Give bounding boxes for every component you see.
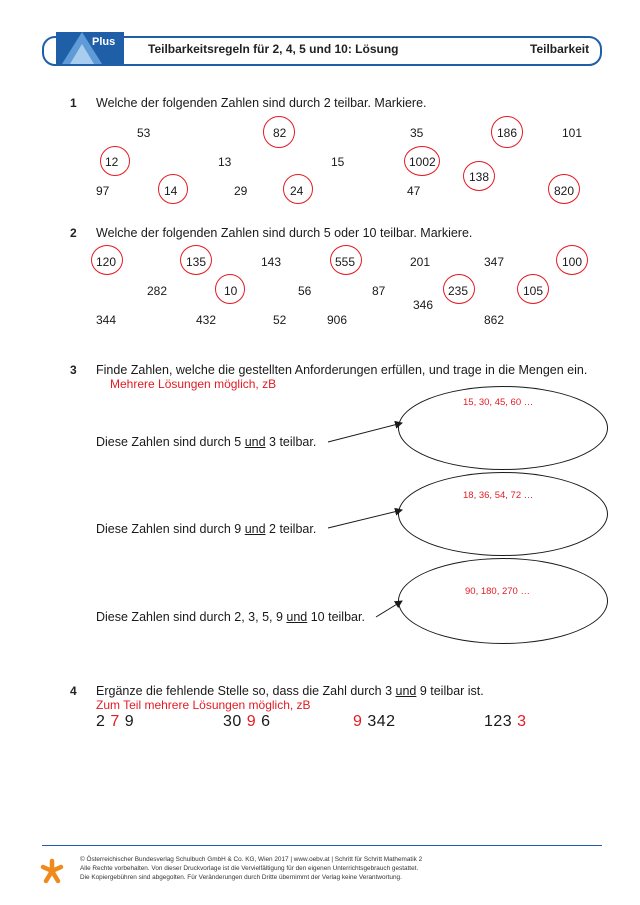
q1-number-marked: 14 — [164, 184, 178, 198]
arrow-icon — [328, 510, 402, 528]
question-4-note: Zum Teil mehrere Lösungen möglich, zB — [96, 698, 311, 712]
question-1-number: 1 — [70, 96, 77, 110]
q2-number-marked: 120 — [96, 255, 117, 269]
answer-set-values: 18, 36, 54, 72 … — [463, 490, 534, 501]
answer-set-values: 90, 180, 270 … — [465, 586, 530, 597]
answer-set-values: 15, 30, 45, 60 … — [463, 397, 534, 408]
q2-number: 87 — [372, 284, 386, 298]
question-3-number: 3 — [70, 363, 77, 377]
q2-number: 344 — [96, 313, 117, 327]
question-1-text: Welche der folgenden Zahlen sind durch 2 teilbar. Markiere. — [96, 96, 427, 110]
q2-number: 862 — [484, 313, 505, 327]
q2-number: 432 — [196, 313, 217, 327]
question-2-text: Welche der folgenden Zahlen sind durch 5 oder 10 teilbar. Markiere. — [96, 226, 473, 240]
logo-label: Plus — [92, 36, 116, 48]
footer-divider — [42, 845, 602, 846]
q1-number: 29 — [234, 184, 248, 198]
q1-number: 13 — [218, 155, 232, 169]
question-3-text: Finde Zahlen, welche die gestellten Anforderungen erfüllen, und trage in die Mengen ein. — [96, 363, 588, 377]
set-description: Diese Zahlen sind durch 5 und 3 teilbar. — [96, 435, 317, 449]
q1-number: 47 — [407, 184, 421, 198]
q1-number-marked: 1002 — [409, 155, 436, 169]
q1-number: 15 — [331, 155, 345, 169]
q2-number-marked: 235 — [448, 284, 469, 298]
question-3-note: Mehrere Lösungen möglich, zB — [110, 377, 277, 391]
q2-number-marked: 105 — [523, 284, 544, 298]
question-2-number: 2 — [70, 226, 77, 240]
q1-number-marked: 820 — [554, 184, 575, 198]
q1-number: 97 — [96, 184, 110, 198]
q2-number: 347 — [484, 255, 505, 269]
question-4-text: Ergänze die fehlende Stelle so, dass die Zahl durch 3 und 9 teilbar ist. — [96, 684, 484, 698]
q1-number-marked: 138 — [469, 170, 490, 184]
digit-item: 2 7 9 — [96, 713, 135, 730]
q2-number: 52 — [273, 313, 287, 327]
page-topic: Teilbarkeit — [530, 42, 590, 56]
digit-item: 30 9 6 — [223, 713, 271, 730]
footer-rights: Alle Rechte vorbehalten. Von dieser Druckvorlage ist die Vervielfältigung für den eigenen Unterrichtsgebrauch gestattet. — [80, 865, 419, 872]
q1-number-marked: 24 — [290, 184, 304, 198]
q1-number-marked: 12 — [105, 155, 119, 169]
q2-number-marked: 555 — [335, 255, 356, 269]
set-description: Diese Zahlen sind durch 9 und 2 teilbar. — [96, 522, 317, 536]
page-title: Teilbarkeitsregeln für 2, 4, 5 und 10: Lösung — [148, 42, 399, 56]
digit-item: 123 3 — [484, 713, 527, 730]
q1-number: 53 — [137, 126, 151, 140]
q2-number: 282 — [147, 284, 168, 298]
q2-number-marked: 10 — [224, 284, 238, 298]
question-4-number: 4 — [70, 684, 77, 698]
q2-number: 906 — [327, 313, 348, 327]
footer-disclaimer: Die Kopiergebühren sind abgegolten. Für Veränderungen durch Dritte übernimmt der Verlag keine Verantwortung. — [80, 874, 402, 881]
arrow-icon — [376, 601, 402, 617]
footer-copyright: © Österreichischer Bundesverlag Schulbuch GmbH & Co. KG, Wien 2017 | www.oebv.at | Schritt für Schritt Mathematik 2 — [80, 856, 423, 863]
q2-number-marked: 135 — [186, 255, 207, 269]
q2-number: 201 — [410, 255, 431, 269]
q1-number-marked: 186 — [497, 126, 518, 140]
publisher-asterisk-icon — [40, 858, 64, 884]
q1-number: 35 — [410, 126, 424, 140]
q1-number: 101 — [562, 126, 583, 140]
q2-number: 346 — [413, 298, 434, 312]
q2-number: 143 — [261, 255, 282, 269]
q1-number-marked: 82 — [273, 126, 287, 140]
q2-number-marked: 100 — [562, 255, 583, 269]
set-description: Diese Zahlen sind durch 2, 3, 5, 9 und 10 teilbar. — [96, 610, 365, 624]
arrow-icon — [328, 423, 402, 442]
q2-number: 56 — [298, 284, 312, 298]
digit-item: 9 342 — [353, 713, 396, 730]
